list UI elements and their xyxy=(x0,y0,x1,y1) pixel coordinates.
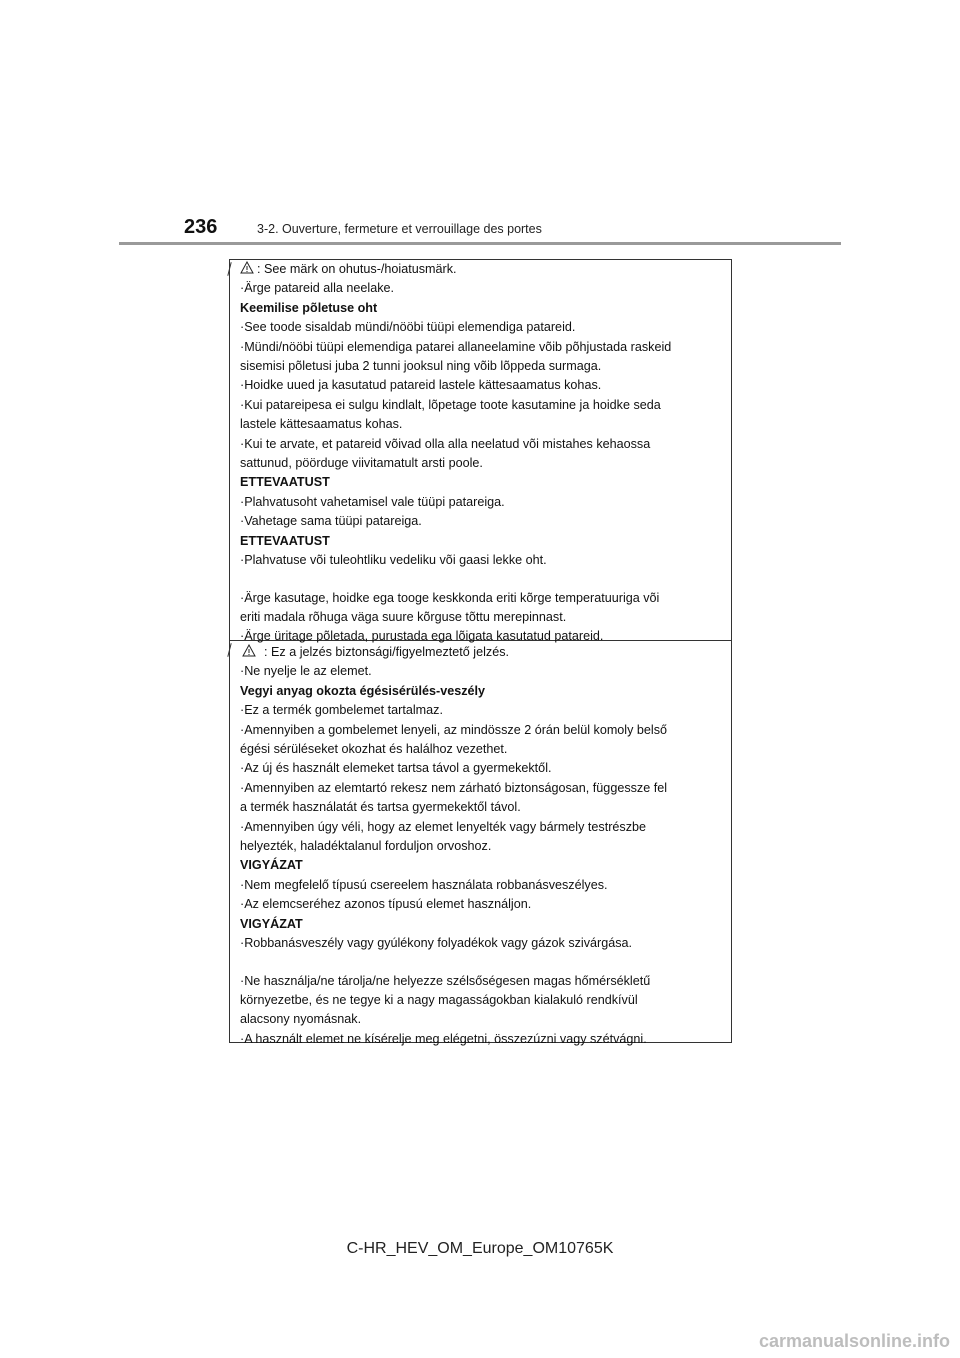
warning-triangle-icon xyxy=(240,261,254,274)
warning-text-line: eriti madala rõhuga väga suure kõrguse tõttu merepinnast. xyxy=(240,609,567,624)
warning-text-line: sattunud, pöörduge viivitamatult arsti poole. xyxy=(240,456,483,471)
warning-text-line: ·Ez a termék gombelemet tartalmaz. xyxy=(240,703,443,718)
document-code: C-HR_HEV_OM_Europe_OM10765K xyxy=(346,1240,614,1257)
warning-text-line: ·Az elemcseréhez azonos típusú elemet használjon. xyxy=(240,897,532,912)
warning-text-line: alacsony nyomásnak. xyxy=(240,1012,362,1027)
warning-heading: Keemilise põletuse oht xyxy=(240,300,378,315)
estonian-warning-box xyxy=(229,259,732,644)
warning-text-line: ·Amennyiben a gombelemet lenyeli, az mindössze 2 órán belül komoly belső xyxy=(240,722,668,737)
warning-text-line: ·Mündi/nööbi tüüpi elemendiga patarei allaneelamine võib põhjustada raskeid xyxy=(240,339,672,354)
estonian-symbol-line xyxy=(240,260,727,279)
warning-text-line: ·Ne nyelje le az elemet. xyxy=(240,664,372,679)
page-number: 236 xyxy=(184,216,218,238)
section-title: 3-2. Ouverture, fermeture et verrouillage des portes xyxy=(257,222,542,236)
warning-text-line: ·Nem megfelelő típusú csereelem használata robbanásveszélyes. xyxy=(240,877,608,892)
warning-text-line: helyezték, haladéktalanul forduljon orvoshoz. xyxy=(240,839,492,854)
warning-text-line: ·Kui patareipesa ei sulgu kindlalt, lõpetage toote kasutamine ja hoidke seda xyxy=(240,397,661,412)
warning-text-line: ·Ne használja/ne tárolja/ne helyezze szélsőségesen magas hőmérsékletű xyxy=(240,973,651,988)
warning-text-line: sisemisi põletusi juba 2 tunni jooksul ning võib lõppeda surmaga. xyxy=(240,359,602,374)
warning-heading: VIGYÁZAT xyxy=(240,916,303,931)
estonian-symbol-text: : See märk on ohutus-/hoiatusmärk. xyxy=(257,262,457,276)
warning-text-line: ·Kui te arvate, et patareid võivad olla alla neelatud või mistahes kehaossa xyxy=(240,436,651,451)
estonian-warning-text xyxy=(240,260,727,647)
warning-text-line: ·Robbanásveszély vagy gyúlékony folyadékok vagy gázok szivárgása. xyxy=(240,936,633,951)
warning-text-line: ·Amennyiben úgy véli, hogy az elemet lenyelték vagy bármely testrészbe xyxy=(240,819,647,834)
warning-text-line: ·Ärge üritage põletada, purustada ega lõigata kasutatud patareid. xyxy=(240,629,604,644)
warning-text-line: ·Vahetage sama tüüpi patareiga. xyxy=(240,514,422,529)
header-rule xyxy=(119,242,841,245)
warning-text-line: ·Hoidke uued ja kasutatud patareid lastele kättesaamatus kohas. xyxy=(240,378,602,393)
hungarian-symbol-line xyxy=(240,643,727,662)
warning-triangle-icon xyxy=(242,644,256,657)
warning-heading: ETTEVAATUST xyxy=(240,475,330,490)
warning-text-line: ·Ärge kasutage, hoidke ega tooge keskkonda eriti kõrge temperatuuriga või xyxy=(240,590,660,605)
warning-text-line: ·Az új és használt elemeket tartsa távol a gyermekektől. xyxy=(240,761,552,776)
paragraph-gap xyxy=(240,954,727,972)
warning-heading: Vegyi anyag okozta égésisérülés-veszély xyxy=(240,683,486,698)
hungarian-warning-box xyxy=(229,641,732,1046)
warning-heading: VIGYÁZAT xyxy=(240,858,303,873)
warning-heading: ETTEVAATUST xyxy=(240,533,330,548)
warning-text-line: lastele kättesaamatus kohas. xyxy=(240,417,403,432)
warning-text-line: környezetbe, és ne tegye ki a nagy magasságokban kialakuló rendkívül xyxy=(240,992,638,1007)
hungarian-warning-text xyxy=(240,643,727,1049)
warning-text-line: a termék használatát és tartsa gyermekektől távol. xyxy=(240,800,521,815)
hungarian-symbol-text: : Ez a jelzés biztonsági/figyelmeztető jelzés. xyxy=(264,645,509,659)
warning-text-line: ·See toode sisaldab mündi/nööbi tüüpi elemendiga patareid. xyxy=(240,320,576,335)
site-watermark: carmanualsonline.info xyxy=(758,1331,950,1351)
warning-text-line: ·Plahvatuse või tuleohtliku vedeliku või gaasi lekke oht. xyxy=(240,553,547,568)
warning-text-line: ·Ärge patareid alla neelake. xyxy=(240,281,395,296)
warning-text-line: ·Amennyiben az elemtartó rekesz nem zárható biztonságosan, függessze fel xyxy=(240,780,668,795)
warning-text-line: ·A használt elemet ne kísérelje meg elégetni, összezúzni vagy szétvágni. xyxy=(240,1031,647,1046)
warning-text-line: ·Plahvatusoht vahetamisel vale tüüpi patareiga. xyxy=(240,494,505,509)
warning-text-line: égési sérüléseket okozhat és halálhoz vezethet. xyxy=(240,742,508,757)
paragraph-gap xyxy=(240,571,727,589)
